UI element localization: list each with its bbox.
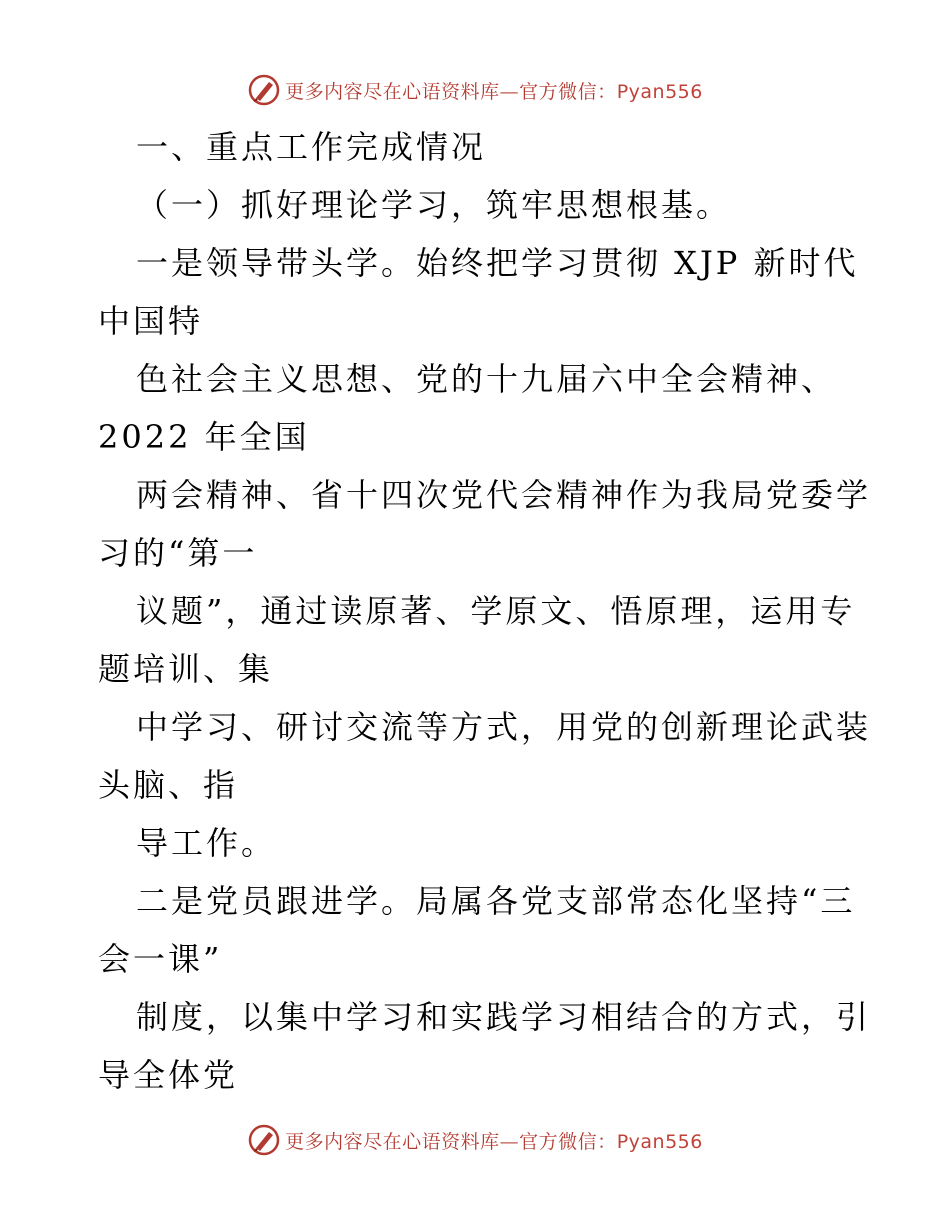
- quill-pen-icon: [247, 73, 281, 107]
- text-line: 两会精神、省十四次党代会精神作为我局党委学: [136, 476, 872, 514]
- text-line: 2022 年全国: [98, 418, 310, 456]
- watermark-site-name: 更多内容尽在心语资料库: [285, 80, 500, 103]
- footer-watermark: [0, 1120, 950, 1160]
- text-line: 习的“第一: [98, 534, 258, 572]
- header-watermark: [0, 70, 950, 110]
- text-line: 中国特: [98, 302, 204, 340]
- text-line: （一）抓好理论学习，筑牢思想根基。: [136, 186, 732, 224]
- text-line: 制度，以集中学习和实践学习相结合的方式，引: [136, 998, 872, 1036]
- text-line: 导全体党: [98, 1056, 239, 1094]
- watermark-wechat-label: 官方微信：: [519, 1130, 617, 1153]
- quill-pen-icon: [247, 1123, 281, 1157]
- watermark-wechat-id: Pyan556: [616, 1130, 703, 1153]
- text-line: 题培训、集: [98, 650, 274, 688]
- text-line: 导工作。: [136, 824, 277, 862]
- watermark-text: [285, 77, 703, 104]
- watermark-wechat-label: 官方微信：: [519, 80, 617, 103]
- watermark-wechat-id: Pyan556: [616, 80, 703, 103]
- text-line: 议题”，通过读原著、学原文、悟原理，运用专: [136, 592, 856, 630]
- text-line: 会一课”: [98, 940, 223, 978]
- text-line: 一是领导带头学。始终把学习贯彻 XJP 新时代: [136, 244, 859, 282]
- text-line: 色社会主义思想、党的十九届六中全会精神、: [136, 360, 837, 398]
- watermark-site-name: 更多内容尽在心语资料库: [285, 1130, 500, 1153]
- text-line: 中学习、研讨交流等方式，用党的创新理论武装: [136, 708, 872, 746]
- text-line: 一、重点工作完成情况: [136, 128, 487, 166]
- watermark-separator: —: [499, 80, 520, 103]
- text-line: 二是党员跟进学。局属各党支部常态化坚持“三: [136, 882, 856, 920]
- watermark-text: [285, 1127, 703, 1154]
- text-line: 头脑、指: [98, 766, 239, 804]
- document-body: [98, 118, 872, 1104]
- watermark-separator: —: [499, 1130, 520, 1153]
